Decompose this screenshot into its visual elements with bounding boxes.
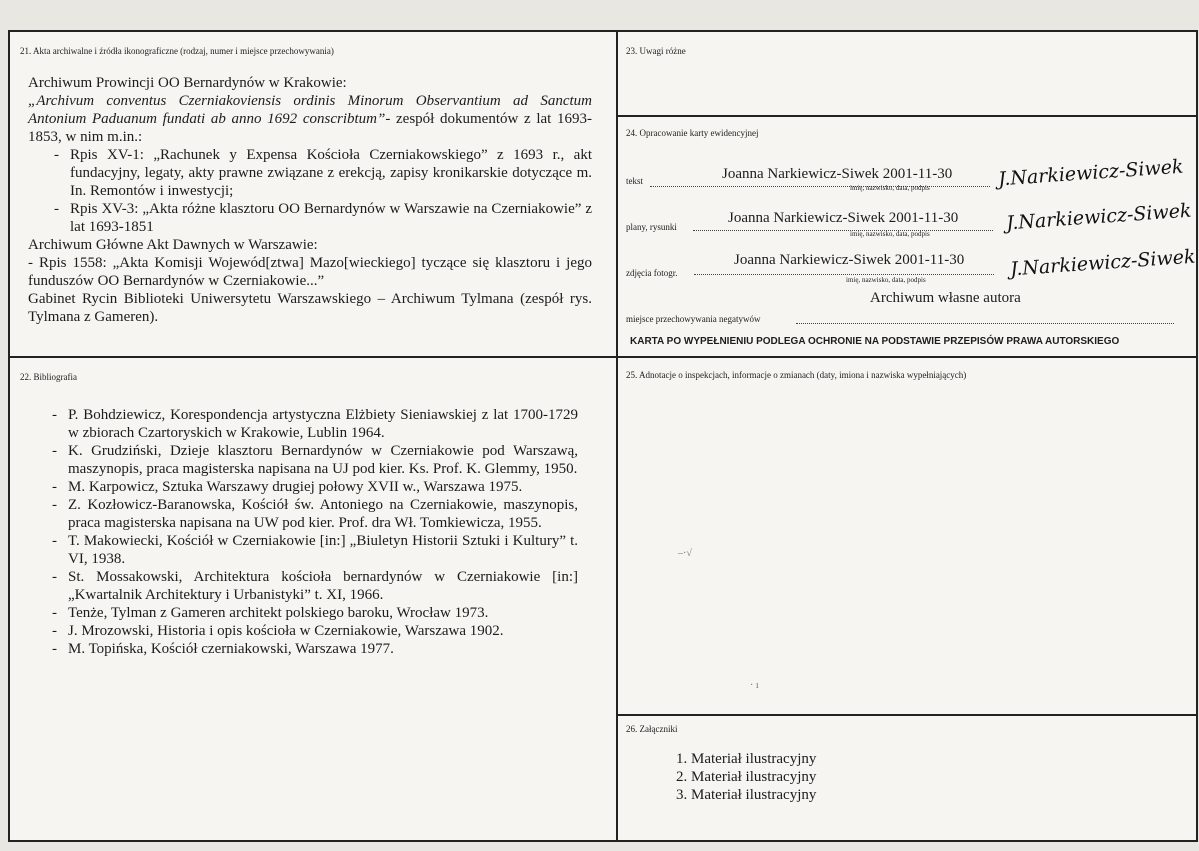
section-divider-23-24 [616,115,1198,117]
archive1-item: - Rpis XV-1: „Rachunek y Expensa Kościoła Czerniakowskiego” z 1693 r., akt fundacyjny, legaty, akty prawne związane z erekcją, zapisy kronikarskie dotyczące m. In. Remontów i inwestycji; [42,146,592,200]
bibliography-item: - Tenże, Tylman z Gameren architekt polskiego baroku, Wrocław 1973. [40,604,578,622]
section-divider-21-22 [10,356,616,358]
bibliography-item: - M. Topińska, Kościół czerniakowski, Warszawa 1977. [40,640,578,658]
signature-zdjecia: J.Narkiewicz-Siwek [1009,245,1197,281]
field-label-plany: plany, rysunki [626,222,677,232]
field-label-zdjecia: zdjęcia fotogr. [626,268,678,278]
negatives-line [796,314,1174,324]
archive-own-value: Archiwum własne autora [870,290,1021,306]
field-value-zdjecia: Joanna Narkiewicz-Siwek 2001-11-30 [734,252,965,268]
archive3: Gabinet Rycin Biblioteki Uniwersytetu Warszawskiego – Archiwum Tylmana (zespół rys. Tylmana z Gameren). [28,291,592,325]
section-23-label: 23. Uwagi różne [626,46,686,56]
signature-plany: J.Narkiewicz-Siwek [1005,199,1193,235]
margin-marking: · ı [750,680,759,691]
attachment-item: 1. Materiał ilustracyjny [676,751,817,767]
bibliography-item: - Z. Kozłowicz-Baranowska, Kościół św. Antoniego na Czerniakowie, maszynopis, praca magisterska napisana na UW pod kier. Prof. dra Wł. Tomkiewicza, 1955. [40,496,578,532]
attachment-item: 3. Materiał ilustracyjny [676,787,817,803]
bibliography-item: - M. Karpowicz, Sztuka Warszawy drugiej połowy XVII w., Warszawa 1975. [40,478,578,496]
attachments-list [676,750,816,804]
section-24-label: 24. Opracowanie karty ewidencyjnej [626,128,759,138]
archive2-title: Archiwum Główne Akt Dawnych w Warszawie: [28,237,318,253]
section-22-label: 22. Bibliografia [20,372,77,382]
bibliography-item: - J. Mrozowski, Historia i opis kościoła w Czerniakowie, Warszawa 1902. [40,622,578,640]
archive1-desc: - zespół dokumentów z lat 1693-1853, w nim m.in.: [28,111,592,145]
archive1-items [42,146,592,236]
archive1-item: - Rpis XV-3: „Akta różne klasztoru OO Bernardynów w Warszawie na Czerniakowie” z lat 1693-1851 [42,200,592,236]
bibliography-item: - K. Grudziński, Dzieje klasztoru Bernardynów w Czerniakowie pod Warszawą, maszynopis, praca magisterska napisana na UJ pod kier. Ks. Prof. K. Glemmy, 1950. [40,442,578,478]
field-value-plany: Joanna Narkiewicz-Siwek 2001-11-30 [728,210,959,226]
archive1-title: Archiwum Prowincji OO Bernardynów w Krakowie: [28,75,347,91]
field-hint-zdjecia: imię, nazwisko, data, podpis [846,276,926,284]
bibliography-item: - St. Mossakowski, Architektura kościoła bernardynów w Czerniakowie [in:] „Kwartalnik Architektury i Urbanistyki” t. XI, 1966. [40,568,578,604]
archive2-item: - Rpis 1558: „Akta Komisji Wojewód[ztwa] Mazo[wieckiego] tyczące się klasztoru i jego funduszów OO Bernardynów w Czerniakowie...” [28,255,592,289]
negatives-label: miejsce przechowywania negatywów [626,314,761,324]
bibliography-item: - P. Bohdziewicz, Korespondencja artystyczna Elżbiety Sieniawskiej z lat 1700-1729 w zbiorach Czartoryskich w Krakowie, Lublin 1964. [40,406,578,442]
section-26-label: 26. Załączniki [626,724,678,734]
attachment-item: 2. Materiał ilustracyjny [676,769,817,785]
field-value-tekst: Joanna Narkiewicz-Siwek 2001-11-30 [722,166,953,182]
section-divider-25-26 [616,714,1198,716]
field-label-tekst: tekst [626,176,643,186]
bibliography-list [40,406,578,658]
section-divider-24-25 [616,356,1198,358]
margin-marking: –·√ [678,548,692,559]
archive1-collection: „Archivum conventus Czerniakoviensis ordinis Minorum Observantium ad Sanctum Antonium Paduanum fundati ab anno 1692 conscribtum” [28,93,592,127]
field-hint-tekst: imię, nazwisko, data, podpis [850,184,930,192]
section-25-label: 25. Adnotacje o inspekcjach, informacje o zmianach (daty, imiona i nazwiska wypełniających) [626,370,967,380]
section-21-content [28,74,592,326]
field-hint-plany: imię, nazwisko, data, podpis [850,230,930,238]
record-card [8,30,1198,842]
bibliography-item: - T. Makowiecki, Kościół w Czerniakowie [in:] „Biuletyn Historii Sztuki i Kultury” t. VI, 1938. [40,532,578,568]
archive1-description [28,92,592,146]
column-divider [616,32,618,840]
copyright-notice: KARTA PO WYPEŁNIENIU PODLEGA OCHRONIE NA PODSTAWIE PRZEPISÓW PRAWA AUTORSKIEGO [630,336,1120,347]
section-21-label: 21. Akta archiwalne i źródła ikonograficzne (rodzaj, numer i miejsce przechowywania) [20,46,334,56]
signature-tekst: J.Narkiewicz-Siwek [997,155,1185,191]
